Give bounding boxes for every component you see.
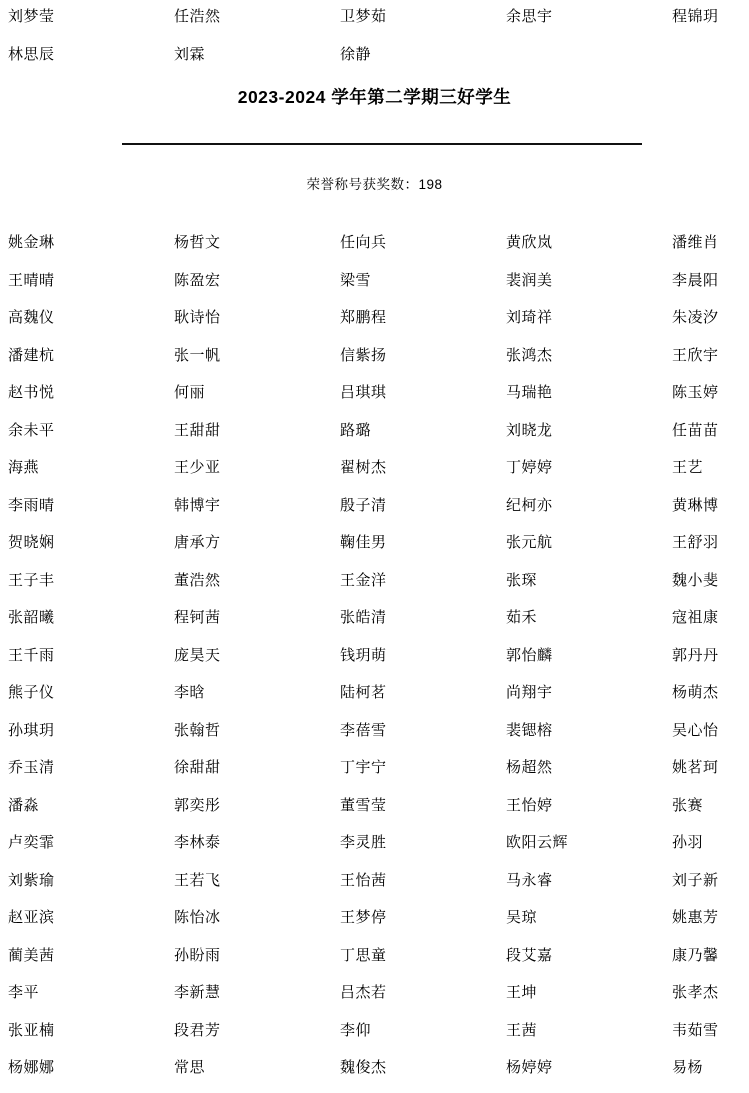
student-name: 乔玉清 (8, 759, 55, 777)
student-name: 鞠佳男 (340, 534, 387, 552)
student-name: 常思 (174, 1059, 206, 1077)
student-name: 吕杰若 (340, 984, 387, 1002)
student-name: 孙羽 (672, 834, 704, 852)
student-name: 吴琼 (506, 909, 538, 927)
student-name: 赵书悦 (8, 384, 55, 402)
student-name: 王茜 (506, 1021, 538, 1039)
student-name: 任浩然 (174, 8, 221, 26)
award-count-text: 荣誉称号获奖数：198 (306, 177, 443, 192)
student-name: 高魏仪 (8, 309, 55, 327)
student-name: 纪柯亦 (506, 496, 553, 514)
student-name: 裴润美 (506, 271, 553, 289)
student-name: 陈玉婷 (672, 384, 719, 402)
student-name: 王甜甜 (174, 421, 221, 439)
student-name: 魏俊杰 (340, 1059, 387, 1077)
student-name: 刘琦祥 (506, 309, 553, 327)
student-name: 郭丹丹 (672, 646, 719, 664)
student-name: 程钶茜 (174, 609, 221, 627)
student-name: 张一帆 (174, 346, 221, 364)
student-name: 丁宇宁 (340, 759, 387, 777)
student-name: 张元航 (506, 534, 553, 552)
student-name: 王千雨 (8, 646, 55, 664)
student-name: 郑鹏程 (340, 309, 387, 327)
student-name: 杨超然 (506, 759, 553, 777)
student-name: 寇祖康 (672, 609, 719, 627)
student-name: 杨萌杰 (672, 684, 719, 702)
student-name: 李蓓雪 (340, 721, 387, 739)
student-name: 翟树杰 (340, 459, 387, 477)
student-name: 裴锶榕 (506, 721, 553, 739)
student-name: 茹禾 (506, 609, 538, 627)
student-name: 林思辰 (8, 45, 55, 63)
student-name: 程锦玥 (672, 8, 719, 26)
student-name: 陈怡冰 (174, 909, 221, 927)
student-name: 张韶曦 (8, 609, 55, 627)
student-name: 黄欣岚 (506, 234, 553, 252)
student-name: 韩博宇 (174, 496, 221, 514)
student-name: 余未平 (8, 421, 55, 439)
student-name: 张翰哲 (174, 721, 221, 739)
student-name: 韦茹雪 (672, 1021, 719, 1039)
student-name: 殷子清 (340, 496, 387, 514)
student-name: 王坤 (506, 984, 538, 1002)
student-name: 徐甜甜 (174, 759, 221, 777)
student-name: 马永睿 (506, 871, 553, 889)
student-name: 王子丰 (8, 571, 55, 589)
student-name: 王梦停 (340, 909, 387, 927)
student-name: 董浩然 (174, 571, 221, 589)
student-name: 王若飞 (174, 871, 221, 889)
student-name: 王金洋 (340, 571, 387, 589)
student-name: 王艺 (672, 459, 704, 477)
student-name: 海燕 (8, 459, 40, 477)
student-name: 陈盈宏 (174, 271, 221, 289)
student-name: 杨婷婷 (506, 1059, 553, 1077)
student-name: 任苗苗 (672, 421, 719, 439)
student-name: 卫梦茹 (340, 8, 387, 26)
student-name: 余思宇 (506, 8, 553, 26)
student-name: 张鸿杰 (506, 346, 553, 364)
student-name: 魏小斐 (672, 571, 719, 589)
student-name: 李新慧 (174, 984, 221, 1002)
student-name: 何丽 (174, 384, 206, 402)
student-name: 蔺美茜 (8, 946, 55, 964)
student-name: 段君芳 (174, 1021, 221, 1039)
student-name: 尚翔宇 (506, 684, 553, 702)
student-name: 王少亚 (174, 459, 221, 477)
student-name: 刘紫瑜 (8, 871, 55, 889)
student-name: 李灵胜 (340, 834, 387, 852)
student-name: 杨娜娜 (8, 1059, 55, 1077)
student-name: 刘晓龙 (506, 421, 553, 439)
student-name: 黄琳博 (672, 496, 719, 514)
student-name: 丁婷婷 (506, 459, 553, 477)
student-name: 李晗 (174, 684, 206, 702)
student-name: 欧阳云辉 (506, 834, 569, 852)
student-names-grid (0, 224, 749, 1087)
student-name: 吴心怡 (672, 721, 719, 739)
student-name: 耿诗怡 (174, 309, 221, 327)
student-name: 贺晓娴 (8, 534, 55, 552)
student-name: 徐静 (340, 45, 372, 63)
student-name: 李林泰 (174, 834, 221, 852)
student-name: 王怡婷 (506, 796, 553, 814)
student-name: 段艾嘉 (506, 946, 553, 964)
student-name: 朱凌汐 (672, 309, 719, 327)
student-name: 刘梦莹 (8, 8, 55, 26)
student-name: 张琛 (506, 571, 538, 589)
previous-section-names-grid (0, 0, 749, 73)
student-name: 潘维肖 (672, 234, 719, 252)
student-name: 刘霖 (174, 45, 206, 63)
student-name: 熊子仪 (8, 684, 55, 702)
student-name: 王舒羽 (672, 534, 719, 552)
student-name: 吕琪琪 (340, 384, 387, 402)
student-name: 马瑞艳 (506, 384, 553, 402)
student-name: 李雨晴 (8, 496, 55, 514)
student-name: 潘建杭 (8, 346, 55, 364)
student-name: 郭奕彤 (174, 796, 221, 814)
student-name: 董雪莹 (340, 796, 387, 814)
student-name: 钱玥萌 (340, 646, 387, 664)
student-name: 信紫扬 (340, 346, 387, 364)
divider-line (122, 143, 642, 145)
section-title: 2023-2024 学年第二学期三好学生 (237, 87, 512, 107)
student-name: 康乃馨 (672, 946, 719, 964)
student-name: 李仰 (340, 1021, 372, 1039)
student-name: 姚金琳 (8, 234, 55, 252)
student-name: 李晨阳 (672, 271, 719, 289)
student-name: 张孝杰 (672, 984, 719, 1002)
student-name: 易杨 (672, 1059, 704, 1077)
student-name: 王怡茜 (340, 871, 387, 889)
student-name: 张赛 (672, 796, 704, 814)
student-name: 刘子新 (672, 871, 719, 889)
student-name: 路璐 (340, 421, 372, 439)
student-name: 潘淼 (8, 796, 40, 814)
student-name: 王欣宇 (672, 346, 719, 364)
student-name: 孙琪玥 (8, 721, 55, 739)
student-name: 任向兵 (340, 234, 387, 252)
student-name: 陆柯茗 (340, 684, 387, 702)
student-name: 郭怡麟 (506, 646, 553, 664)
student-name: 庞昊天 (174, 646, 221, 664)
student-name: 孙盼雨 (174, 946, 221, 964)
student-name: 王晴晴 (8, 271, 55, 289)
student-name: 卢奕霏 (8, 834, 55, 852)
student-name: 杨哲文 (174, 234, 221, 252)
student-name: 姚惠芳 (672, 909, 719, 927)
student-name: 张皓清 (340, 609, 387, 627)
student-name: 丁思童 (340, 946, 387, 964)
student-name: 唐承方 (174, 534, 221, 552)
student-name: 张亚楠 (8, 1021, 55, 1039)
student-name: 李平 (8, 984, 40, 1002)
student-name: 梁雪 (340, 271, 372, 289)
student-name: 姚茗珂 (672, 759, 719, 777)
student-name: 赵亚滨 (8, 909, 55, 927)
